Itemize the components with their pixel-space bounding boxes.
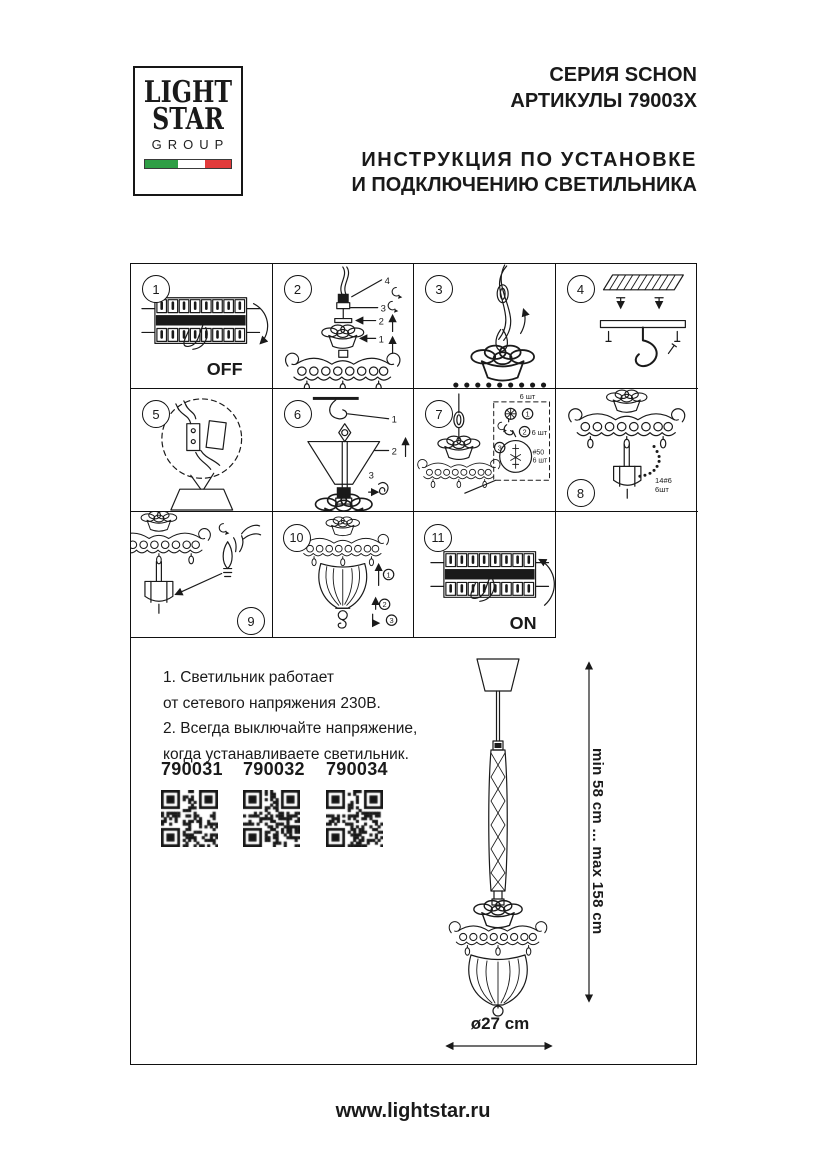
step-7-cell	[414, 389, 556, 512]
flag-white	[178, 160, 206, 168]
item-3-part: #50	[532, 449, 545, 457]
note-line-2: от сетевого напряжения 230В.	[163, 694, 381, 712]
header-series-block	[510, 62, 697, 114]
step-8-number: 8	[567, 479, 595, 507]
instruction-title-line2: И ПОДКЛЮЧЕНИЮ СВЕТИЛЬНИКА	[351, 174, 697, 196]
qr-code	[161, 790, 218, 847]
part-number-label: 14#6	[654, 476, 672, 486]
qr-code	[326, 790, 383, 847]
step-10-number: 10	[283, 524, 311, 552]
italian-flag-icon	[144, 159, 232, 169]
item-2-number: 2	[522, 427, 527, 437]
qr-code	[243, 790, 300, 847]
lightstar-logo	[133, 66, 243, 196]
header-instruction-block	[351, 148, 697, 198]
step-11-cell	[414, 512, 556, 638]
step-3-cell	[414, 264, 556, 389]
callout-1: 1	[386, 570, 391, 580]
logo-star: STAR	[152, 102, 224, 137]
articles-title: АРТИКУЛЫ 79003X	[510, 90, 697, 112]
article-number: 790031	[161, 759, 223, 779]
diameter-dimension-arrow	[442, 1039, 556, 1053]
website-url: www.lightstar.ru	[335, 1100, 491, 1122]
step-2-cell	[273, 264, 415, 389]
step-1-number: 1	[142, 275, 170, 303]
pendant-lamp-drawing	[431, 653, 571, 1017]
step-3-number: 3	[425, 275, 453, 303]
step-10-cell	[273, 512, 415, 638]
flag-red	[205, 160, 231, 168]
item-1-number: 1	[525, 409, 530, 419]
instruction-frame	[130, 263, 697, 1065]
step-8-cell	[556, 389, 699, 512]
instruction-title-line1: ИНСТРУКЦИЯ ПО УСТАНОВКЕ	[361, 149, 697, 171]
step-9-number: 9	[237, 607, 265, 635]
callout-1: 1	[391, 414, 397, 426]
on-label: ON	[509, 613, 537, 634]
safety-notes	[163, 665, 417, 767]
step-9-cell	[131, 512, 273, 638]
flag-green	[145, 160, 178, 168]
part-qty-label: 6шт	[654, 485, 669, 495]
off-label: OFF	[206, 359, 243, 380]
callout-2: 2	[378, 316, 384, 328]
callout-3: 3	[368, 470, 374, 482]
product-790032	[243, 759, 323, 847]
item-3-number: 3	[497, 443, 502, 453]
step-5-cell	[131, 389, 273, 512]
product-790034	[326, 759, 406, 847]
series-title: СЕРИЯ SCHON	[549, 64, 697, 86]
callout-4: 4	[384, 275, 390, 287]
step-1-cell	[131, 264, 273, 389]
callout-1: 1	[378, 334, 384, 346]
article-number: 790034	[326, 759, 388, 779]
logo-group: GROUP	[151, 137, 230, 152]
step-6-cell	[273, 389, 415, 512]
callout-3: 3	[389, 615, 394, 625]
step-6-number: 6	[284, 400, 312, 428]
article-number: 790032	[243, 759, 305, 779]
callout-3: 3	[380, 303, 386, 315]
note-line-4: когда устанавливаете светильник.	[163, 745, 409, 763]
step-5-number: 5	[142, 400, 170, 428]
step-2-number: 2	[284, 275, 312, 303]
logo-light: LIGHT	[143, 75, 233, 110]
callout-2: 2	[391, 446, 397, 458]
callout-2: 2	[382, 600, 387, 610]
note-line-1: 1. Светильник работает	[163, 669, 334, 686]
diameter-label: ø27 cm	[470, 1014, 530, 1033]
height-range-label: min 58 cm ... max 158 cm	[589, 748, 606, 935]
step-4-number: 4	[567, 275, 595, 303]
product-790031	[161, 759, 241, 847]
step-11-number: 11	[424, 524, 452, 552]
step-4-cell	[556, 264, 699, 389]
qty-top-label: 6 шт	[519, 391, 536, 401]
step-7-number: 7	[425, 400, 453, 428]
item-3-qty: 6 шт	[532, 457, 548, 465]
note-line-3: 2. Всегда выключайте напряжение,	[163, 720, 418, 737]
item-2-qty: 6 шт	[531, 428, 548, 438]
